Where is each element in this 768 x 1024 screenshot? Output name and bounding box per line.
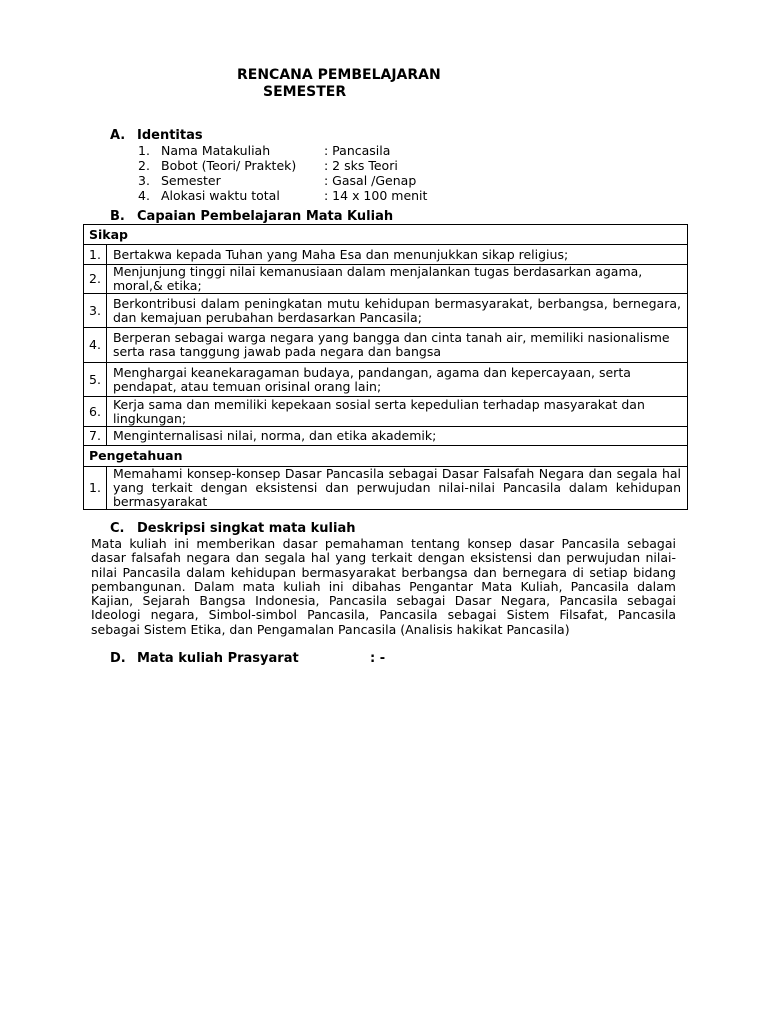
identity-item-num: 1. [138,143,150,158]
identity-item [138,158,427,173]
row-number: 7. [84,427,107,446]
row-text: Berperan sebagai warga negara yang bangga dan cinta tanah air, memiliki nasionalisme serta rasa tanggung jawab pada negara dan bangsa [106,328,687,363]
row-number: 1. [84,467,107,510]
identity-item [138,188,427,203]
section-d-letter: D. [110,651,126,666]
identity-item [138,173,427,188]
section-a-heading [110,128,203,144]
section-c-title: Deskripsi singkat mata kuliah [137,521,356,536]
identity-item-label: Semester [161,173,221,188]
identity-item-value: : 2 sks Teori [324,158,398,173]
section-c-letter: C. [110,521,125,536]
section-a-title: Identitas [137,128,203,143]
section-c-heading [110,521,355,537]
identity-item-label: Alokasi waktu total [161,188,280,203]
row-text: Memahami konsep-konsep Dasar Pancasila sebagai Dasar Falsafah Negara dan segala hal yang terkait dengan eksistensi dan perwujudan nilai-nilai Pancasila dalam kehidupan bermasyarakat [106,467,687,510]
row-text: Menghargai keanekaragaman budaya, pandangan, agama dan kepercayaan, serta pendapat, atau temuan orisinal orang lain; [106,363,687,397]
identity-item [138,143,427,158]
row-number: 6. [84,397,107,427]
table-row [84,328,688,363]
identity-item-label: Nama Matakuliah [161,143,271,158]
section-b-title: Capaian Pembelajaran Mata Kuliah [137,209,394,224]
identity-item-num: 2. [138,158,150,173]
pengetahuan-header: Pengetahuan [84,446,688,467]
section-b-heading [110,209,393,225]
section-d-heading [110,651,299,667]
row-number: 1. [84,245,107,265]
sikap-header: Sikap [84,225,688,245]
prerequisite-value: : - [370,651,386,666]
table-row [84,397,688,427]
row-text: Berkontribusi dalam peningkatan mutu kehidupan bermasyarakat, berbangsa, bernegara, dan kemajuan perubahan berdasarkan Pancasila; [106,294,687,328]
identity-item-value: : Gasal /Genap [324,173,417,188]
row-number: 4. [84,328,107,363]
table-row [84,294,688,328]
learning-outcomes-table [83,224,688,510]
table-row [84,467,688,510]
identity-item-num: 3. [138,173,150,188]
section-b-letter: B. [110,209,125,224]
identity-item-value: : 14 x 100 menit [324,188,428,203]
row-number: 2. [84,265,107,294]
row-text: Kerja sama dan memiliki kepekaan sosial serta kepedulian terhadap masyarakat dan lingkungan; [106,397,687,427]
row-number: 3. [84,294,107,328]
identity-list [138,143,427,203]
document-title-line2: SEMESTER [263,84,347,100]
identity-item-num: 4. [138,188,150,203]
row-text: Menginternalisasi nilai, norma, dan etika akademik; [106,427,687,446]
section-d-title: Mata kuliah Prasyarat [137,651,299,666]
document-title-line1: RENCANA PEMBELAJARAN [237,67,441,83]
table-row [84,265,688,294]
course-description: Mata kuliah ini memberikan dasar pemahaman tentang konsep dasar Pancasila sebagai dasar falsafah negara dan segala hal yang terkait dengan eksistensi dan perwujudan nilai-nilai Pancasila dalam kehidupan bermasyarakat berbangsa dan bernegara di setiap bidang pembangunan. Dalam mata kuliah ini dibahas Pengantar Mata Kuliah, Pancasila dalam Kajian, Sejarah Bangsa Indonesia, Pancasila sebagai Dasar Negara, Pancasila sebagai Ideologi negara, Simbol-simbol Pancasila, Pancasila sebagai Sistem Filsafat, Pancasila sebagai Sistem Etika, dan Pengamalan Pancasila (Analisis hakikat Pancasila) [91,536,676,637]
row-text: Menjunjung tinggi nilai kemanusiaan dalam menjalankan tugas berdasarkan agama, moral,& etika; [106,265,687,294]
table-header-row [84,225,688,245]
row-number: 5. [84,363,107,397]
identity-item-label: Bobot (Teori/ Praktek) [161,158,297,173]
table-row [84,245,688,265]
row-text: Bertakwa kepada Tuhan yang Maha Esa dan menunjukkan sikap religius; [106,245,687,265]
table-row [84,427,688,446]
table-header-row [84,446,688,467]
table-row [84,363,688,397]
identity-item-value: : Pancasila [324,143,391,158]
section-a-letter: A. [110,128,126,143]
